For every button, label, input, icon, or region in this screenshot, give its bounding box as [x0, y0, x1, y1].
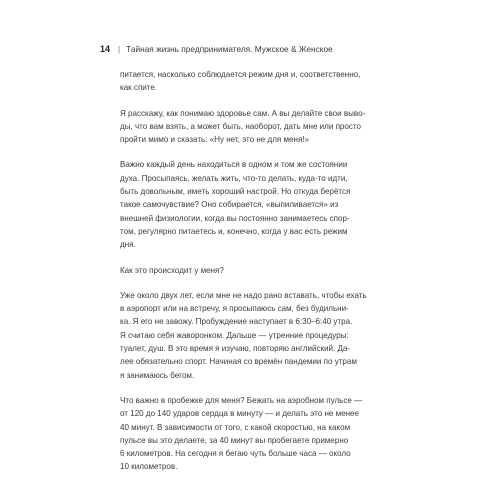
text-line: ка. Я его не завожу. Пробуждение наступает в 6:30–6:40 утра. — [120, 317, 353, 327]
text-line: 40 минут. В зависимости от того, с какой скоростью, на каком — [120, 422, 351, 432]
text-line: Я считаю себя жаворонком. Дальше — утренние процедуры: — [120, 330, 349, 340]
text-line: как спите. — [120, 83, 158, 93]
paragraph-4 — [120, 264, 392, 277]
text-line: Что важно в пробежке для меня? Бежать на аэробном пульсе — — [120, 395, 363, 405]
text-line: ды, что вам взять, а может быть, наоборот, дать мне или просто — [120, 121, 361, 131]
text-line: лее обязательно спорт. Начиная со времён пандемии по утрам — [120, 357, 357, 367]
text-line: Важно каждый день находиться в одном и том же состоянии — [120, 160, 348, 170]
text-line: быть довольным, иметь хороший настрой. Но откуда берётся — [120, 187, 351, 197]
text-line: Уже около двух лет, если мне не надо рано вставать, чтобы ехать — [120, 290, 367, 300]
paragraph-5 — [120, 289, 392, 382]
body-text — [120, 68, 392, 486]
text-line: я занимаюсь бегом. — [120, 370, 195, 380]
text-line: том, регулярно питаетесь и, конечно, когда у вас есть режим — [120, 226, 348, 236]
text-line: питается, насколько соблюдается режим дня и, соответственно, — [120, 70, 361, 79]
text-line: пульсе вы это делаете, за 40 минут вы пробегаете примерно — [120, 435, 349, 445]
text-line: пройти мимо и сказать: «Ну нет, это не для меня!» — [120, 135, 310, 145]
text-line: внешней физиологии, когда вы постоянно занимаетесь спор- — [120, 213, 350, 223]
text-line: 10 километров. — [120, 462, 178, 472]
page-number: 14 — [100, 44, 111, 54]
book-title: Тайная жизнь предпринимателя. Мужское & Женское — [126, 44, 333, 54]
paragraph-6 — [120, 394, 392, 474]
text-line: такое самочувствие? Оно собирается, «выпиливается» из — [120, 200, 339, 210]
text-line: Я расскажу, как понимаю здоровье сам. А вы делайте свои выво- — [120, 108, 366, 118]
text-line: туалет, душ. В это время я изучаю, повторяю английский. Да- — [120, 344, 351, 354]
text-line: духа. Просыпаясь, желать жить, что-то делать, куда-то идти, — [120, 173, 348, 183]
paragraph-3 — [120, 158, 392, 251]
paragraph-2 — [120, 107, 392, 147]
header-separator: | — [118, 44, 121, 54]
text-line: Как это происходит у меня? — [120, 265, 224, 275]
paragraph-1 — [120, 68, 392, 95]
text-line: от 120 до 140 ударов сердца в минуту — и делать это не менее — [120, 409, 359, 419]
text-line: 6 километров. На сегодня я бегаю чуть больше часа — около — [120, 449, 351, 459]
text-line: в аэропорт или на встречу, я просыпаюсь сам, без будильни- — [120, 304, 349, 314]
running-head — [100, 44, 333, 54]
text-line: дня. — [120, 240, 136, 250]
